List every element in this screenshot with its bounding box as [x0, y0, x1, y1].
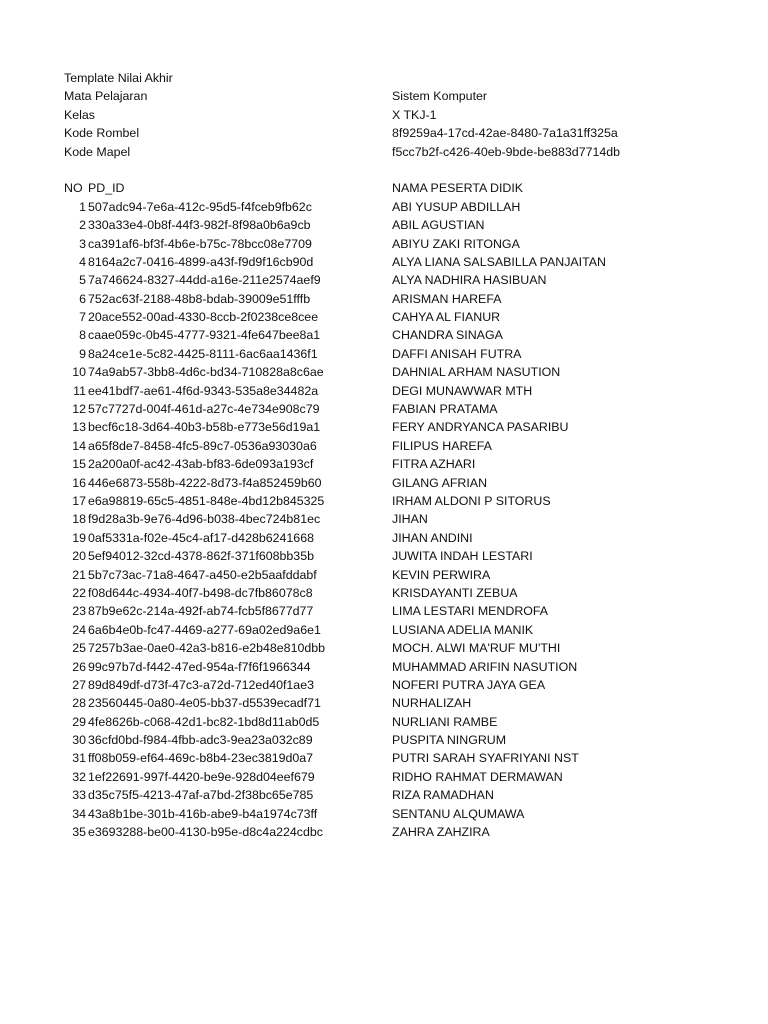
table-row [64, 602, 744, 620]
spacer [64, 161, 744, 179]
column-header-pd-id: PD_ID [88, 181, 125, 196]
table-row [64, 713, 744, 731]
row-pd-id: 57c7727d-004f-461d-a27c-4e734e908c79 [88, 402, 320, 417]
row-student-name: LUSIANA ADELIA MANIK [392, 622, 534, 637]
table-row [64, 584, 744, 602]
row-pd-id: 8164a2c7-0416-4899-a43f-f9d9f16cb90d [88, 254, 314, 269]
table-row [64, 308, 744, 326]
row-pd-id: 6a6b4e0b-fc47-4469-a277-69a02ed9a6e1 [88, 622, 321, 637]
row-pd-id: 2a200a0f-ac42-43ab-bf83-6de093a193cf [88, 457, 314, 472]
table-row [64, 823, 744, 841]
table-row [64, 639, 744, 657]
row-student-name: FILIPUS HAREFA [392, 438, 492, 453]
row-pd-id: ee41bdf7-ae61-4f6d-9343-535a8e34482a [88, 383, 319, 398]
document-title: Template Nilai Akhir [64, 71, 173, 85]
row-pd-id: becf6c18-3d64-40b3-b58b-e773e56d19a1 [88, 420, 321, 435]
row-number: 9 [79, 346, 86, 361]
row-number: 33 [72, 788, 86, 803]
row-number: 1 [79, 199, 86, 214]
meta-value: X TKJ-1 [392, 107, 437, 122]
row-student-name: ARISMAN HAREFA [392, 291, 502, 306]
row-pd-id: 507adc94-7e6a-412c-95d5-f4fceb9fb62c [88, 199, 312, 214]
row-student-name: JIHAN ANDINI [392, 530, 473, 545]
row-pd-id: 5b7c73ac-71a8-4647-a450-e2b5aafddabf [88, 567, 317, 582]
row-number: 8 [79, 328, 86, 343]
row-number: 6 [79, 291, 86, 306]
row-number: 10 [72, 365, 86, 380]
row-student-name: MUHAMMAD ARIFIN NASUTION [392, 659, 578, 674]
table-row [64, 529, 744, 547]
table-row [64, 363, 744, 381]
row-number: 24 [72, 622, 86, 637]
row-number: 16 [72, 475, 86, 490]
row-student-name: KEVIN PERWIRA [392, 567, 491, 582]
row-student-name: MOCH. ALWI MA'RUF MU'THI [392, 641, 561, 656]
table-row [64, 326, 744, 344]
row-student-name: NOFERI PUTRA JAYA GEA [392, 677, 546, 692]
row-number: 22 [72, 585, 86, 600]
table-row [64, 271, 744, 289]
row-pd-id: 330a33e4-0b8f-44f3-982f-8f98a0b6a9cb [88, 218, 311, 233]
row-pd-id: ff08b059-ef64-469c-b8b4-23ec3819d0a7 [88, 751, 314, 766]
meta-value: Sistem Komputer [392, 89, 488, 104]
row-number: 29 [72, 714, 86, 729]
meta-row-kelas [64, 106, 744, 124]
row-pd-id: e6a98819-65c5-4851-848e-4bd12b845325 [88, 493, 325, 508]
table-row [64, 253, 744, 271]
row-pd-id: 74a9ab57-3bb8-4d6c-bd34-710828a8c6ae [88, 365, 324, 380]
document-title-row [64, 69, 744, 87]
table-row [64, 235, 744, 253]
row-student-name: GILANG AFRIAN [392, 475, 488, 490]
row-student-name: FABIAN PRATAMA [392, 402, 498, 417]
row-student-name: NURHALIZAH [392, 696, 472, 711]
row-number: 30 [72, 733, 86, 748]
row-student-name: ABIL AGUSTIAN [392, 218, 485, 233]
row-pd-id: f08d644c-4934-40f7-b498-dc7fb86078c8 [88, 585, 313, 600]
row-pd-id: ca391af6-bf3f-4b6e-b75c-78bcc08e7709 [88, 236, 312, 251]
table-row [64, 382, 744, 400]
row-student-name: ZAHRA ZAHZIRA [392, 825, 490, 840]
row-pd-id: 99c97b7d-f442-47ed-954a-f7f6f1966344 [88, 659, 311, 674]
row-student-name: ABIYU ZAKI RITONGA [392, 236, 520, 251]
row-pd-id: 5ef94012-32cd-4378-862f-371f608bb35b [88, 549, 314, 564]
row-student-name: ABI YUSUP ABDILLAH [392, 199, 521, 214]
table-row [64, 216, 744, 234]
table-header-row [64, 179, 744, 197]
row-number: 3 [79, 236, 86, 251]
row-pd-id: 4fe8626b-c068-42d1-bc82-1bd8d11ab0d5 [88, 714, 320, 729]
row-student-name: DEGI MUNAWWAR MTH [392, 383, 533, 398]
table-row [64, 749, 744, 767]
row-pd-id: 8a24ce1e-5c82-4425-8111-6ac6aa1436f1 [88, 346, 318, 361]
row-pd-id: 87b9e62c-214a-492f-ab74-fcb5f8677d77 [88, 604, 314, 619]
table-row [64, 694, 744, 712]
meta-label: Kode Rombel [64, 126, 140, 141]
row-number: 20 [72, 549, 86, 564]
row-number: 25 [72, 641, 86, 656]
row-student-name: RIZA RAMADHAN [392, 788, 494, 803]
row-number: 26 [72, 659, 86, 674]
table-row [64, 566, 744, 584]
row-student-name: DAHNIAL ARHAM NASUTION [392, 365, 561, 380]
row-student-name: JUWITA INDAH LESTARI [392, 549, 533, 564]
row-number: 17 [72, 493, 86, 508]
row-number: 4 [79, 254, 86, 269]
table-row [64, 805, 744, 823]
meta-label: Kelas [64, 107, 95, 122]
row-student-name: KRISDAYANTI ZEBUA [392, 585, 518, 600]
row-student-name: PUSPITA NINGRUM [392, 733, 507, 748]
meta-label: Kode Mapel [64, 144, 131, 159]
row-student-name: SENTANU ALQUMAWA [392, 806, 525, 821]
row-pd-id: 20ace552-00ad-4330-8ccb-2f0238ce8cee [88, 310, 319, 325]
row-number: 13 [72, 420, 86, 435]
column-header-no: NO [64, 181, 83, 196]
row-number: 18 [72, 512, 86, 527]
meta-value: f5cc7b2f-c426-40eb-9bde-be883d7714db [392, 144, 621, 159]
table-row [64, 455, 744, 473]
row-pd-id: 23560445-0a80-4e05-bb37-d5539ecadf71 [88, 696, 321, 711]
row-student-name: NURLIANI RAMBE [392, 714, 498, 729]
row-student-name: DAFFI ANISAH FUTRA [392, 346, 522, 361]
row-pd-id: 1ef22691-997f-4420-be9e-928d04eef679 [88, 769, 315, 784]
row-pd-id: 7257b3ae-0ae0-42a3-b816-e2b48e810dbb [88, 641, 326, 656]
table-row [64, 768, 744, 786]
table-row [64, 492, 744, 510]
row-pd-id: 7a746624-8327-44dd-a16e-211e2574aef9 [88, 273, 321, 288]
row-number: 11 [73, 383, 86, 398]
meta-row-kode-rombel [64, 124, 744, 142]
row-pd-id: caae059c-0b45-4777-9321-4fe647bee8a1 [88, 328, 321, 343]
student-table-body [64, 198, 744, 842]
row-number: 7 [79, 310, 86, 325]
row-pd-id: 752ac63f-2188-48b8-bdab-39009e51fffb [88, 291, 311, 306]
row-number: 35 [72, 825, 86, 840]
row-pd-id: 89d849df-d73f-47c3-a72d-712ed40f1ae3 [88, 677, 314, 692]
table-row [64, 731, 744, 749]
table-row [64, 418, 744, 436]
document-page [64, 69, 744, 841]
row-number: 31 [72, 751, 86, 766]
table-row [64, 290, 744, 308]
row-number: 23 [72, 604, 86, 619]
row-pd-id: 43a8b1be-301b-416b-abe9-b4a1974c73ff [88, 806, 318, 821]
row-student-name: LIMA LESTARI MENDROFA [392, 604, 549, 619]
meta-row-mata-pelajaran [64, 87, 744, 105]
meta-label: Mata Pelajaran [64, 89, 148, 104]
table-row [64, 658, 744, 676]
row-student-name: IRHAM ALDONI P SITORUS [392, 493, 551, 508]
row-number: 28 [72, 696, 86, 711]
meta-value: 8f9259a4-17cd-42ae-8480-7a1a31ff325a [392, 126, 618, 141]
row-student-name: JIHAN [392, 512, 428, 527]
row-pd-id: 0af5331a-f02e-45c4-af17-d428b6241668 [88, 530, 314, 545]
row-student-name: FITRA AZHARI [392, 457, 476, 472]
row-student-name: PUTRI SARAH SYAFRIYANI NST [392, 751, 579, 766]
table-row [64, 676, 744, 694]
row-number: 19 [72, 530, 86, 545]
table-row [64, 198, 744, 216]
row-student-name: FERY ANDRYANCA PASARIBU [392, 420, 569, 435]
row-student-name: ALYA LIANA SALSABILLA PANJAITAN [392, 254, 606, 269]
row-pd-id: 446e6873-558b-4222-8d73-f4a852459b60 [88, 475, 322, 490]
table-row [64, 621, 744, 639]
row-pd-id: e3693288-be00-4130-b95e-d8c4a224cdbc [88, 825, 323, 840]
table-row [64, 437, 744, 455]
table-row [64, 474, 744, 492]
column-header-nama: NAMA PESERTA DIDIK [392, 181, 524, 196]
row-number: 2 [79, 218, 86, 233]
meta-row-kode-mapel [64, 143, 744, 161]
table-row [64, 510, 744, 528]
row-student-name: RIDHO RAHMAT DERMAWAN [392, 769, 563, 784]
row-number: 34 [72, 806, 86, 821]
row-pd-id: a65f8de7-8458-4fc5-89c7-0536a93030a6 [88, 438, 317, 453]
row-number: 12 [72, 402, 86, 417]
row-student-name: ALYA NADHIRA HASIBUAN [392, 273, 547, 288]
table-row [64, 400, 744, 418]
row-number: 27 [72, 677, 86, 692]
row-number: 21 [72, 567, 86, 582]
table-row [64, 786, 744, 804]
row-pd-id: d35c75f5-4213-47af-a7bd-2f38bc65e785 [88, 788, 314, 803]
row-pd-id: f9d28a3b-9e76-4d96-b038-4bec724b81ec [88, 512, 321, 527]
row-student-name: CHANDRA SINAGA [392, 328, 503, 343]
table-row [64, 547, 744, 565]
row-number: 5 [79, 273, 86, 288]
row-number: 32 [72, 769, 86, 784]
table-row [64, 345, 744, 363]
row-student-name: CAHYA AL FIANUR [392, 310, 501, 325]
row-pd-id: 36cfd0bd-f984-4fbb-adc3-9ea23a032c89 [88, 733, 313, 748]
row-number: 15 [72, 457, 86, 472]
row-number: 14 [72, 438, 86, 453]
